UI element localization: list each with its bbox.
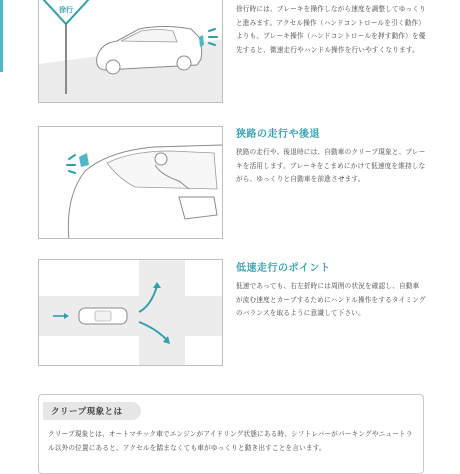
- section-body: 狭路の走行や、後退時には、自動車のクリープ現象と、ブレーキを活用します。ブレーキをこまめにかけて低速度を維持しながら、ゆっくりと自動車を前進させます。: [236, 148, 426, 184]
- section-heading: 狭路の走行や後退: [236, 129, 320, 140]
- sign-label: 徐行: [59, 6, 73, 14]
- illustration-intersection: [38, 259, 223, 366]
- section-slow-driving: [236, 3, 426, 57]
- illustration-narrow-road: [38, 126, 223, 239]
- creep-info-box: [38, 394, 424, 474]
- accent-bar: [0, 0, 3, 72]
- creep-title: クリープ現象とは: [43, 402, 141, 420]
- section-low-speed-points: [236, 259, 426, 321]
- section-body: 低速であっても、右左折時には周囲の状況を確認し、自動車が流む速度とカーブするためにハンドル操作をするタイミングのバランスを取るように意識して下さい。: [236, 282, 426, 318]
- creep-body: クリープ現象とは、オートマチック車でエンジンがアイドリング状態にある時、シフトレバーがパーキングやニュートラル以外の位置にあると、アクセルを踏まなくても車がゆっくりと動き出すことを言います。: [48, 430, 413, 452]
- illustration-slow-sign: [38, 0, 223, 103]
- section-narrow-road: [236, 125, 426, 187]
- section-heading: 低速走行のポイント: [236, 263, 331, 274]
- section-body: 徐行時には、ブレーキを操作しながら速度を調整してゆっくりと進みます。アクセル操作（ハンドコントロールを引く動作）よりも、ブレーキ操作（ハンドコントロールを押す動作）を優先すると、微速走行やハンドル操作を行いやすくなります。: [236, 5, 426, 54]
